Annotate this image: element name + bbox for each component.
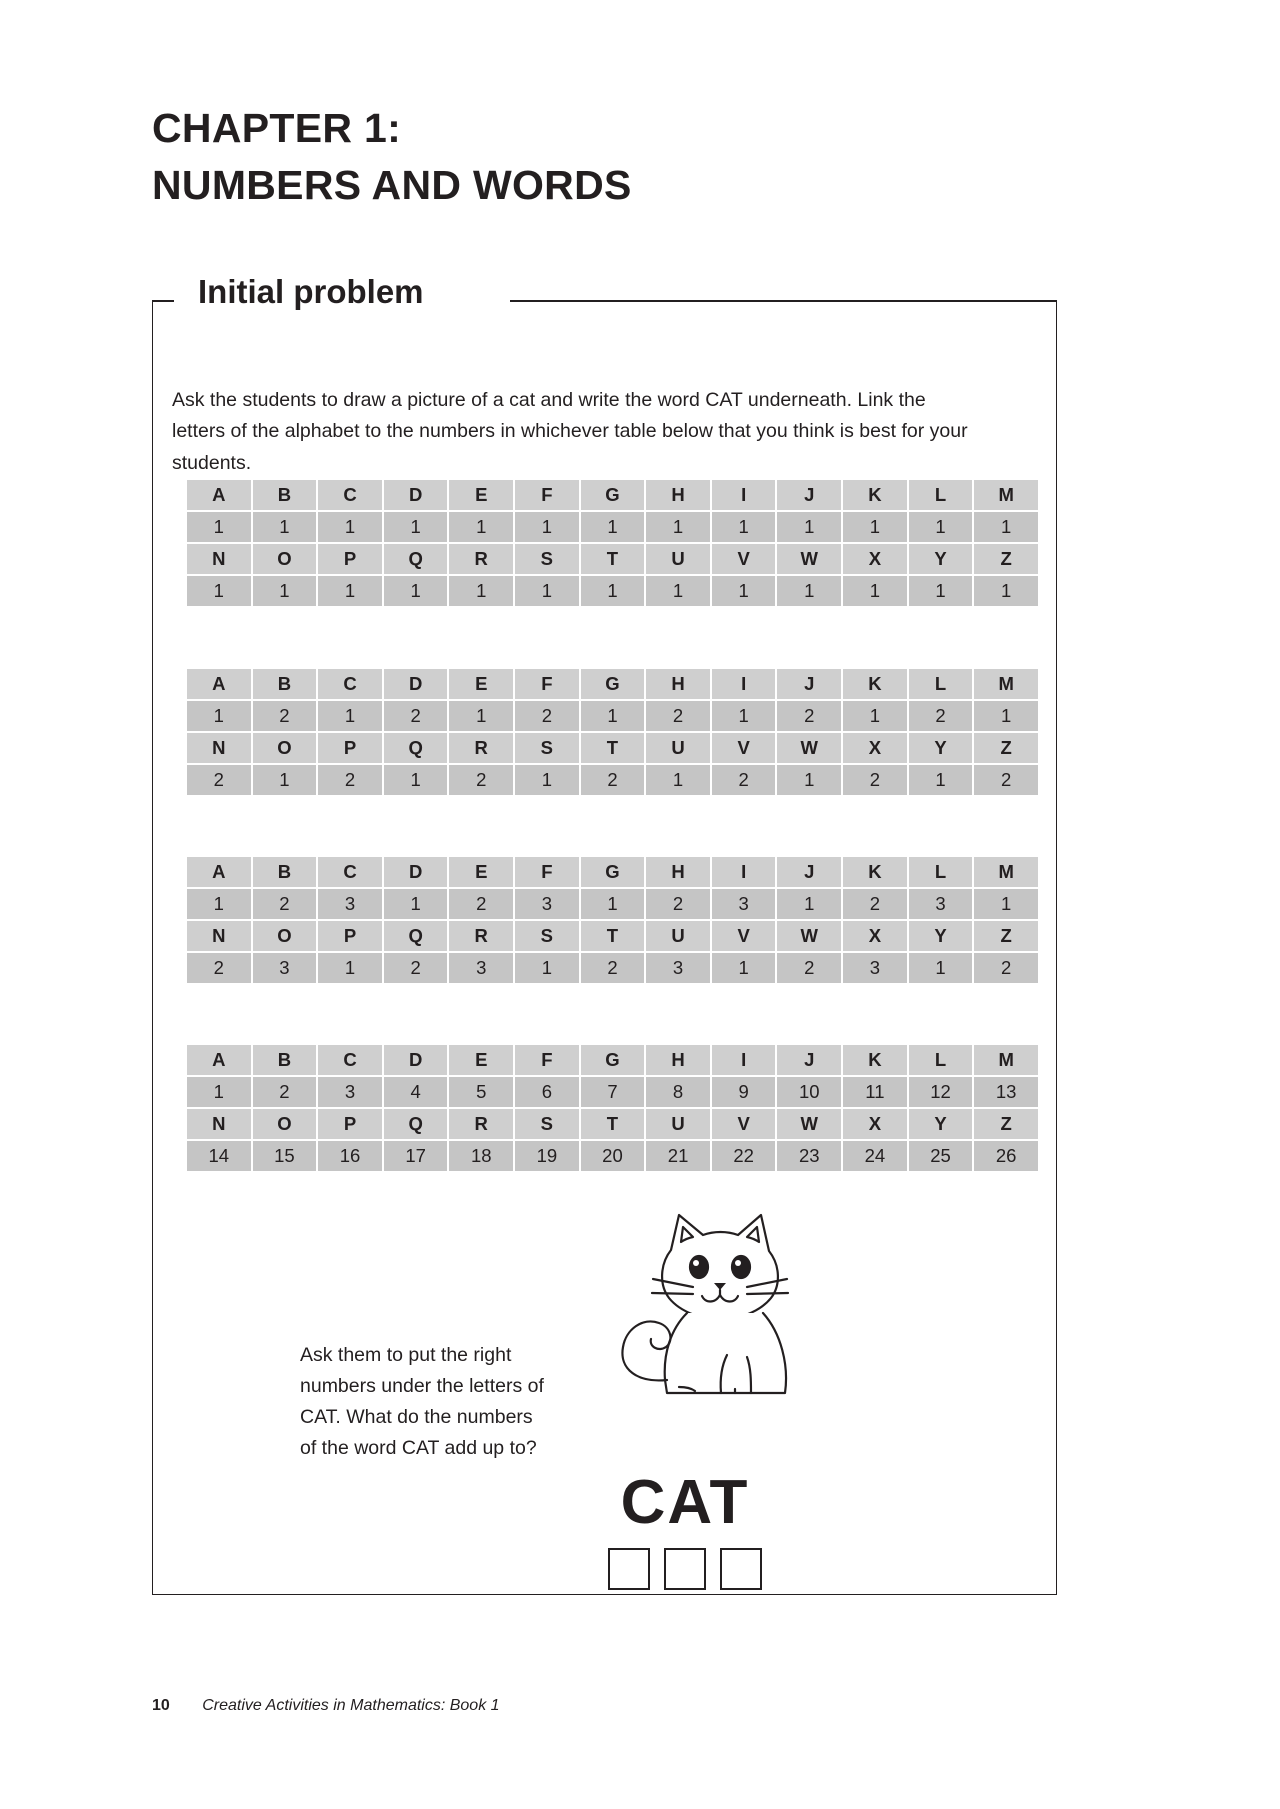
- cell-letter: A: [187, 480, 251, 510]
- cell-number: 2: [187, 953, 251, 983]
- cell-letter: B: [253, 857, 317, 887]
- cell-letter: F: [515, 480, 579, 510]
- cell-letter: J: [777, 669, 841, 699]
- alphabet-number-table-2: [185, 667, 1040, 797]
- cell-letter: K: [843, 1045, 907, 1075]
- cell-letter: J: [777, 1045, 841, 1075]
- cell-letter: X: [843, 733, 907, 763]
- cell-letter: S: [515, 544, 579, 574]
- cell-letter: T: [581, 1109, 645, 1139]
- cell-number: 2: [974, 765, 1038, 795]
- cell-letter: K: [843, 669, 907, 699]
- cell-number: 2: [777, 701, 841, 731]
- table-row: [187, 669, 1038, 699]
- cell-letter: F: [515, 669, 579, 699]
- cell-number: 1: [515, 512, 579, 542]
- cell-letter: R: [449, 921, 513, 951]
- cell-letter: T: [581, 921, 645, 951]
- cell-number: 1: [515, 953, 579, 983]
- cell-number: 2: [449, 765, 513, 795]
- cell-letter: Q: [384, 921, 448, 951]
- cell-number: 26: [974, 1141, 1038, 1171]
- cell-number: 15: [253, 1141, 317, 1171]
- cell-letter: B: [253, 1045, 317, 1075]
- table-row: [187, 1141, 1038, 1171]
- cell-number: 3: [909, 889, 973, 919]
- cell-letter: P: [318, 544, 382, 574]
- cell-number: 24: [843, 1141, 907, 1171]
- page-footer: [152, 1697, 500, 1715]
- cell-letter: P: [318, 733, 382, 763]
- cell-letter: C: [318, 669, 382, 699]
- cell-letter: W: [777, 544, 841, 574]
- table-row: [187, 733, 1038, 763]
- cell-number: 5: [449, 1077, 513, 1107]
- cell-letter: M: [974, 480, 1038, 510]
- cell-letter: A: [187, 857, 251, 887]
- cell-letter: H: [646, 1045, 710, 1075]
- cell-letter: M: [974, 857, 1038, 887]
- cell-letter: C: [318, 480, 382, 510]
- table-row: [187, 701, 1038, 731]
- cell-number: 2: [253, 889, 317, 919]
- cell-letter: N: [187, 544, 251, 574]
- cell-number: 3: [515, 889, 579, 919]
- cell-number: 1: [187, 701, 251, 731]
- cell-letter: D: [384, 1045, 448, 1075]
- cell-letter: W: [777, 1109, 841, 1139]
- cell-letter: M: [974, 1045, 1038, 1075]
- cell-letter: U: [646, 733, 710, 763]
- table-row: [187, 765, 1038, 795]
- cell-number: 7: [581, 1077, 645, 1107]
- cell-letter: L: [909, 857, 973, 887]
- cell-letter: P: [318, 1109, 382, 1139]
- table-row: [187, 576, 1038, 606]
- cell-number: 2: [515, 701, 579, 731]
- cell-number: 1: [384, 765, 448, 795]
- cell-letter: V: [712, 1109, 776, 1139]
- cell-number: 1: [777, 576, 841, 606]
- table-row: [187, 1077, 1038, 1107]
- cell-letter: G: [581, 480, 645, 510]
- cell-number: 3: [253, 953, 317, 983]
- cell-number: 1: [253, 765, 317, 795]
- cell-letter: Z: [974, 1109, 1038, 1139]
- cell-letter: I: [712, 480, 776, 510]
- cell-number: 6: [515, 1077, 579, 1107]
- cell-number: 1: [318, 576, 382, 606]
- cell-letter: P: [318, 921, 382, 951]
- cell-number: 8: [646, 1077, 710, 1107]
- cell-letter: M: [974, 669, 1038, 699]
- cell-number: 3: [843, 953, 907, 983]
- cell-letter: R: [449, 544, 513, 574]
- cell-number: 2: [843, 765, 907, 795]
- table-row: [187, 889, 1038, 919]
- cell-number: 1: [777, 889, 841, 919]
- cell-letter: G: [581, 669, 645, 699]
- cell-letter: Y: [909, 921, 973, 951]
- answer-box-row: [590, 1548, 780, 1590]
- cell-letter: Y: [909, 733, 973, 763]
- cell-number: 3: [449, 953, 513, 983]
- cell-letter: V: [712, 733, 776, 763]
- cell-number: 14: [187, 1141, 251, 1171]
- cell-letter: H: [646, 669, 710, 699]
- cell-letter: D: [384, 669, 448, 699]
- cell-number: 1: [909, 765, 973, 795]
- cell-number: 1: [843, 701, 907, 731]
- cell-letter: G: [581, 857, 645, 887]
- cell-letter: S: [515, 921, 579, 951]
- cell-number: 1: [449, 576, 513, 606]
- cell-number: 2: [777, 953, 841, 983]
- cell-number: 1: [318, 953, 382, 983]
- cell-letter: U: [646, 921, 710, 951]
- cell-number: 1: [843, 576, 907, 606]
- cell-number: 1: [974, 889, 1038, 919]
- cell-number: 20: [581, 1141, 645, 1171]
- cell-number: 2: [384, 701, 448, 731]
- cell-number: 2: [843, 889, 907, 919]
- cell-number: 1: [384, 889, 448, 919]
- cell-letter: X: [843, 544, 907, 574]
- cell-number: 3: [646, 953, 710, 983]
- answer-box[interactable]: [664, 1548, 706, 1590]
- cell-number: 11: [843, 1077, 907, 1107]
- cell-letter: F: [515, 857, 579, 887]
- cell-letter: O: [253, 921, 317, 951]
- cell-letter: F: [515, 1045, 579, 1075]
- table-row: [187, 857, 1038, 887]
- cell-letter: L: [909, 669, 973, 699]
- cell-number: 1: [581, 576, 645, 606]
- cell-number: 1: [187, 576, 251, 606]
- table-row: [187, 1045, 1038, 1075]
- cell-letter: N: [187, 733, 251, 763]
- cell-number: 19: [515, 1141, 579, 1171]
- answer-box[interactable]: [720, 1548, 762, 1590]
- cell-letter: B: [253, 669, 317, 699]
- cell-number: 1: [646, 512, 710, 542]
- cell-number: 1: [909, 953, 973, 983]
- cell-number: 1: [384, 576, 448, 606]
- cell-number: 1: [974, 512, 1038, 542]
- cell-letter: C: [318, 1045, 382, 1075]
- cell-number: 1: [515, 576, 579, 606]
- cell-letter: K: [843, 480, 907, 510]
- cell-letter: T: [581, 733, 645, 763]
- chapter-heading-line-1: CHAPTER 1:: [152, 105, 402, 151]
- cell-letter: Z: [974, 733, 1038, 763]
- cell-letter: I: [712, 857, 776, 887]
- table-row: [187, 544, 1038, 574]
- table-row: [187, 1109, 1038, 1139]
- cell-letter: D: [384, 857, 448, 887]
- cell-number: 2: [646, 701, 710, 731]
- cell-number: 1: [581, 701, 645, 731]
- alphabet-number-table-1: [185, 478, 1040, 608]
- cell-letter: V: [712, 921, 776, 951]
- cell-number: 2: [581, 953, 645, 983]
- cell-letter: O: [253, 544, 317, 574]
- cell-letter: S: [515, 1109, 579, 1139]
- cell-number: 1: [712, 701, 776, 731]
- cell-letter: N: [187, 1109, 251, 1139]
- cell-letter: W: [777, 921, 841, 951]
- cell-number: 2: [909, 701, 973, 731]
- cell-letter: I: [712, 669, 776, 699]
- cell-letter: E: [449, 857, 513, 887]
- cat-word-label: CAT: [620, 1468, 750, 1537]
- cell-number: 1: [318, 701, 382, 731]
- cell-letter: H: [646, 857, 710, 887]
- cell-number: 2: [253, 1077, 317, 1107]
- cell-number: 2: [318, 765, 382, 795]
- page-number: 10: [152, 1697, 170, 1714]
- cell-letter: N: [187, 921, 251, 951]
- cell-number: 2: [187, 765, 251, 795]
- cell-number: 1: [974, 576, 1038, 606]
- cell-number: 2: [581, 765, 645, 795]
- cell-letter: I: [712, 1045, 776, 1075]
- cell-number: 16: [318, 1141, 382, 1171]
- cell-letter: W: [777, 733, 841, 763]
- cell-number: 1: [646, 765, 710, 795]
- cell-letter: Q: [384, 1109, 448, 1139]
- cell-letter: A: [187, 669, 251, 699]
- cell-number: 25: [909, 1141, 973, 1171]
- cell-letter: O: [253, 1109, 317, 1139]
- cell-letter: U: [646, 544, 710, 574]
- cell-letter: E: [449, 669, 513, 699]
- cell-number: 1: [449, 701, 513, 731]
- cell-number: 1: [187, 512, 251, 542]
- cell-letter: E: [449, 1045, 513, 1075]
- cell-letter: T: [581, 544, 645, 574]
- cell-number: 1: [777, 765, 841, 795]
- cat-illustration: [575, 1205, 845, 1395]
- table-row: [187, 480, 1038, 510]
- answer-box[interactable]: [608, 1548, 650, 1590]
- cell-number: 21: [646, 1141, 710, 1171]
- cell-number: 2: [449, 889, 513, 919]
- cell-letter: V: [712, 544, 776, 574]
- side-instruction-text: Ask them to put the right numbers under the letters of CAT. What do the numbers of the word CAT add up to?: [300, 1343, 544, 1460]
- alphabet-number-table-3: [185, 855, 1040, 985]
- cell-letter: A: [187, 1045, 251, 1075]
- cell-letter: O: [253, 733, 317, 763]
- cell-number: 23: [777, 1141, 841, 1171]
- cell-number: 1: [581, 512, 645, 542]
- cell-letter: X: [843, 921, 907, 951]
- cell-number: 2: [384, 953, 448, 983]
- cell-number: 18: [449, 1141, 513, 1171]
- cell-number: 1: [646, 576, 710, 606]
- chapter-heading-line-2: NUMBERS AND WORDS: [152, 161, 632, 208]
- cell-number: 1: [909, 576, 973, 606]
- cell-number: 1: [253, 576, 317, 606]
- cell-letter: B: [253, 480, 317, 510]
- alphabet-number-table-4: [185, 1043, 1040, 1173]
- cell-number: 9: [712, 1077, 776, 1107]
- cell-number: 2: [712, 765, 776, 795]
- cell-letter: J: [777, 857, 841, 887]
- cell-letter: Y: [909, 544, 973, 574]
- cell-letter: X: [843, 1109, 907, 1139]
- chapter-heading: [152, 100, 1052, 213]
- cell-number: 4: [384, 1077, 448, 1107]
- cell-letter: Q: [384, 544, 448, 574]
- cell-number: 17: [384, 1141, 448, 1171]
- cell-letter: H: [646, 480, 710, 510]
- cell-letter: G: [581, 1045, 645, 1075]
- cell-number: 1: [581, 889, 645, 919]
- cell-letter: R: [449, 733, 513, 763]
- cell-number: 12: [909, 1077, 973, 1107]
- cell-number: 1: [777, 512, 841, 542]
- panel-title: Initial problem: [186, 272, 436, 312]
- cell-number: 1: [384, 512, 448, 542]
- intro-paragraph: Ask the students to draw a picture of a cat and write the word CAT underneath. Link the letters of the alphabet to the numbers in whichever table below that you think is best for your students.: [172, 388, 968, 474]
- cell-number: 1: [253, 512, 317, 542]
- cell-number: 2: [974, 953, 1038, 983]
- cell-letter: J: [777, 480, 841, 510]
- cell-number: 1: [843, 512, 907, 542]
- cell-number: 2: [646, 889, 710, 919]
- cell-number: 3: [712, 889, 776, 919]
- cell-letter: R: [449, 1109, 513, 1139]
- table-row: [187, 953, 1038, 983]
- cell-number: 1: [712, 953, 776, 983]
- cell-number: 1: [318, 512, 382, 542]
- cell-number: 1: [187, 889, 251, 919]
- cell-letter: L: [909, 480, 973, 510]
- cell-number: 1: [515, 765, 579, 795]
- cell-number: 1: [909, 512, 973, 542]
- cell-letter: Q: [384, 733, 448, 763]
- cell-number: 10: [777, 1077, 841, 1107]
- cell-letter: Y: [909, 1109, 973, 1139]
- cell-number: 3: [318, 889, 382, 919]
- cell-letter: C: [318, 857, 382, 887]
- cell-letter: Z: [974, 921, 1038, 951]
- cell-number: 1: [449, 512, 513, 542]
- cell-letter: D: [384, 480, 448, 510]
- cell-number: 2: [253, 701, 317, 731]
- cell-letter: E: [449, 480, 513, 510]
- cell-number: 3: [318, 1077, 382, 1107]
- cell-letter: Z: [974, 544, 1038, 574]
- cell-number: 1: [712, 512, 776, 542]
- cell-number: 1: [974, 701, 1038, 731]
- cell-number: 1: [187, 1077, 251, 1107]
- table-row: [187, 512, 1038, 542]
- cell-number: 1: [712, 576, 776, 606]
- cell-letter: S: [515, 733, 579, 763]
- cell-number: 22: [712, 1141, 776, 1171]
- cell-letter: K: [843, 857, 907, 887]
- cell-letter: L: [909, 1045, 973, 1075]
- table-row: [187, 921, 1038, 951]
- book-title: Creative Activities in Mathematics: Book 1: [202, 1697, 500, 1714]
- cell-letter: U: [646, 1109, 710, 1139]
- cell-number: 13: [974, 1077, 1038, 1107]
